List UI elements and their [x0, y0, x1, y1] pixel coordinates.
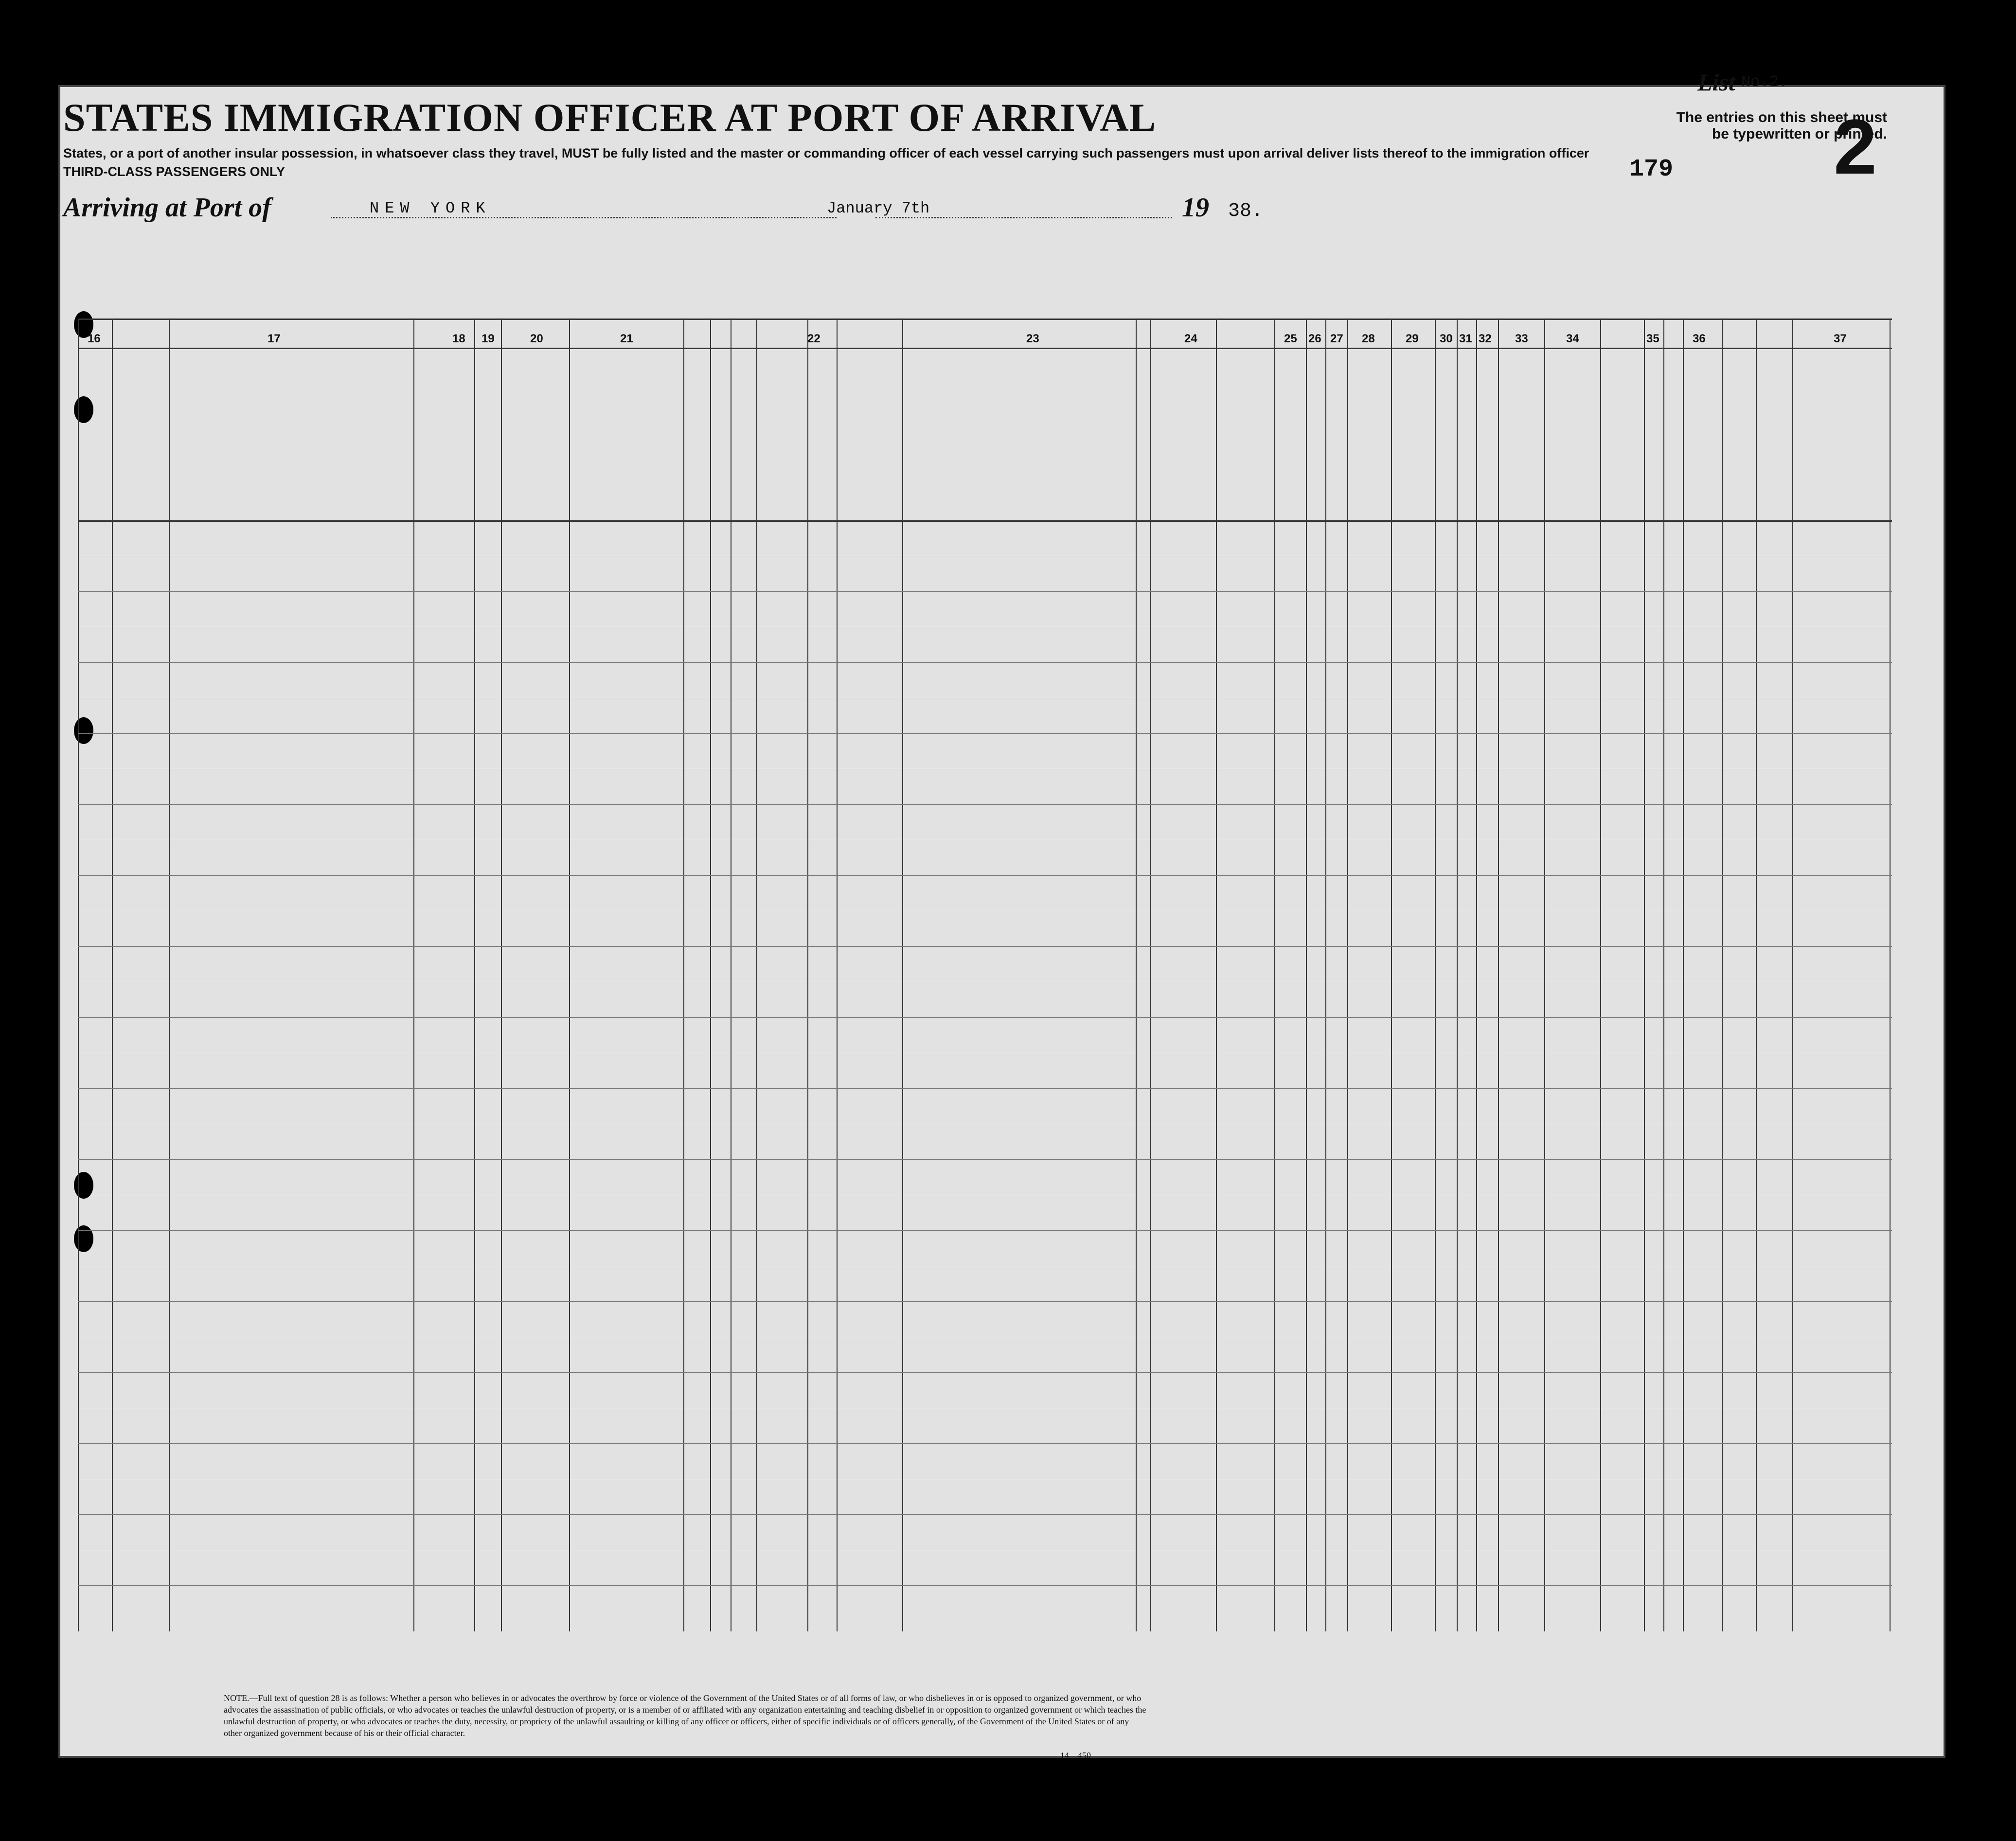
column-rule — [1498, 319, 1499, 1631]
column-number: 18 — [452, 332, 465, 345]
column-number-rule — [78, 348, 1892, 349]
column-rule — [1136, 319, 1137, 1631]
column-rule — [1663, 319, 1664, 1631]
column-number: 33 — [1515, 332, 1528, 345]
row-rule — [78, 733, 1892, 734]
row-rule — [78, 1088, 1892, 1089]
header-top-rule — [78, 319, 1892, 320]
passenger-class: THIRD-CLASS PASSENGERS ONLY — [63, 164, 285, 179]
footnote: NOTE.—Full text of question 28 is as follows: Whether a person who believes in or advocates the overthrow by force or violence of the Government of the United States or of all forms of law, or who disbelieves in or is opposed to organized government, or who advocates the assassination of public officials, or who advocates or teaches the unlawful destruction of property, or is a member of or affiliated with any organization entertaining and teaching disbelief in or opposition to organized government or which teaches the unlawful destruction of property, or who advocates or teaches the duty, necessity, or propriety of the unlawful assaulting or killing of any officer or officers, either of specific individuals or of officers generally, of the Government of the United States or of any other organized government because of his or their official character. — [224, 1693, 1146, 1738]
column-number: 16 — [88, 332, 101, 345]
stamp-number: 179 — [1629, 156, 1674, 183]
sheet-number: 2 — [1834, 103, 1877, 190]
column-number: 23 — [1026, 332, 1039, 345]
column-number: 34 — [1566, 332, 1579, 345]
column-number: 20 — [530, 332, 543, 345]
column-rule — [1347, 319, 1348, 1631]
form-number: 14—450 — [1060, 1751, 1091, 1760]
column-rule — [1644, 319, 1645, 1631]
row-rule — [78, 1443, 1892, 1444]
column-rule — [112, 319, 113, 1631]
column-rule — [756, 319, 757, 1631]
column-number: 29 — [1406, 332, 1419, 345]
column-rule — [1391, 319, 1392, 1631]
row-rule — [78, 1372, 1892, 1373]
manifest-table — [78, 319, 1892, 1631]
page-title: STATES IMMIGRATION OFFICER AT PORT OF ARRIVAL — [63, 95, 1157, 140]
column-rule — [1457, 319, 1458, 1631]
column-number: 21 — [620, 332, 633, 345]
column-number: 26 — [1308, 332, 1321, 345]
column-rule — [1544, 319, 1545, 1631]
column-rule — [78, 319, 79, 1631]
arrival-date: January 7th — [827, 199, 930, 217]
list-label: List — [1697, 69, 1735, 96]
header-bottom-rule — [78, 520, 1892, 522]
column-number: 17 — [268, 332, 281, 345]
row-rule — [78, 1585, 1892, 1586]
column-rule — [1476, 319, 1477, 1631]
row-rule — [78, 1159, 1892, 1160]
row-rule — [78, 804, 1892, 805]
column-rule — [169, 319, 170, 1631]
column-rule — [902, 319, 903, 1631]
column-number: 27 — [1330, 332, 1343, 345]
column-number: 30 — [1440, 332, 1453, 345]
row-rule — [78, 1301, 1892, 1302]
column-number: 37 — [1834, 332, 1847, 345]
column-rule — [1150, 319, 1151, 1631]
row-rule — [78, 875, 1892, 876]
column-number: 24 — [1184, 332, 1197, 345]
column-rule — [683, 319, 684, 1631]
column-number: 19 — [482, 332, 495, 345]
column-number: 25 — [1284, 332, 1297, 345]
column-rule — [710, 319, 711, 1631]
row-rule — [78, 1017, 1892, 1018]
column-rule — [501, 319, 502, 1631]
column-rule — [837, 319, 838, 1631]
column-rule — [1600, 319, 1601, 1631]
column-number: 22 — [807, 332, 821, 345]
column-rule — [474, 319, 475, 1631]
column-rule — [569, 319, 570, 1631]
column-rule — [1325, 319, 1326, 1631]
entries-note: The entries on this sheet must be typewritten or printed. — [1676, 109, 1887, 142]
column-rule — [1274, 319, 1275, 1631]
row-rule — [78, 1514, 1892, 1515]
row-rule — [78, 591, 1892, 592]
column-rule — [1792, 319, 1793, 1631]
subtitle-line: States, or a port of another insular possession, in whatsoever class they travel, MUST be fully listed and the master or commanding officer of each vessel carrying such passengers must upon arrival deliver lists thereof to the immigration officer — [63, 146, 1589, 160]
column-rule — [1306, 319, 1307, 1631]
column-rule — [1756, 319, 1757, 1631]
column-rule — [1722, 319, 1723, 1631]
column-rule — [413, 319, 414, 1631]
row-rule — [78, 946, 1892, 947]
column-rule — [1890, 319, 1891, 1631]
year-prefix: 19 — [1182, 193, 1209, 223]
column-number: 32 — [1479, 332, 1492, 345]
year-suffix: 38. — [1228, 200, 1264, 222]
row-rule — [78, 662, 1892, 663]
list-number: No.2. — [1741, 73, 1788, 91]
column-number: 35 — [1646, 332, 1659, 345]
column-rule — [1683, 319, 1684, 1631]
port-value: NEW YORK — [370, 199, 491, 217]
column-rule — [807, 319, 808, 1631]
column-number: 31 — [1459, 332, 1472, 345]
column-rule — [1216, 319, 1217, 1631]
column-number: 36 — [1693, 332, 1706, 345]
column-number: 28 — [1362, 332, 1375, 345]
arriving-label: Arriving at Port of — [63, 193, 271, 223]
column-rule — [1435, 319, 1436, 1631]
row-rule — [78, 1230, 1892, 1231]
